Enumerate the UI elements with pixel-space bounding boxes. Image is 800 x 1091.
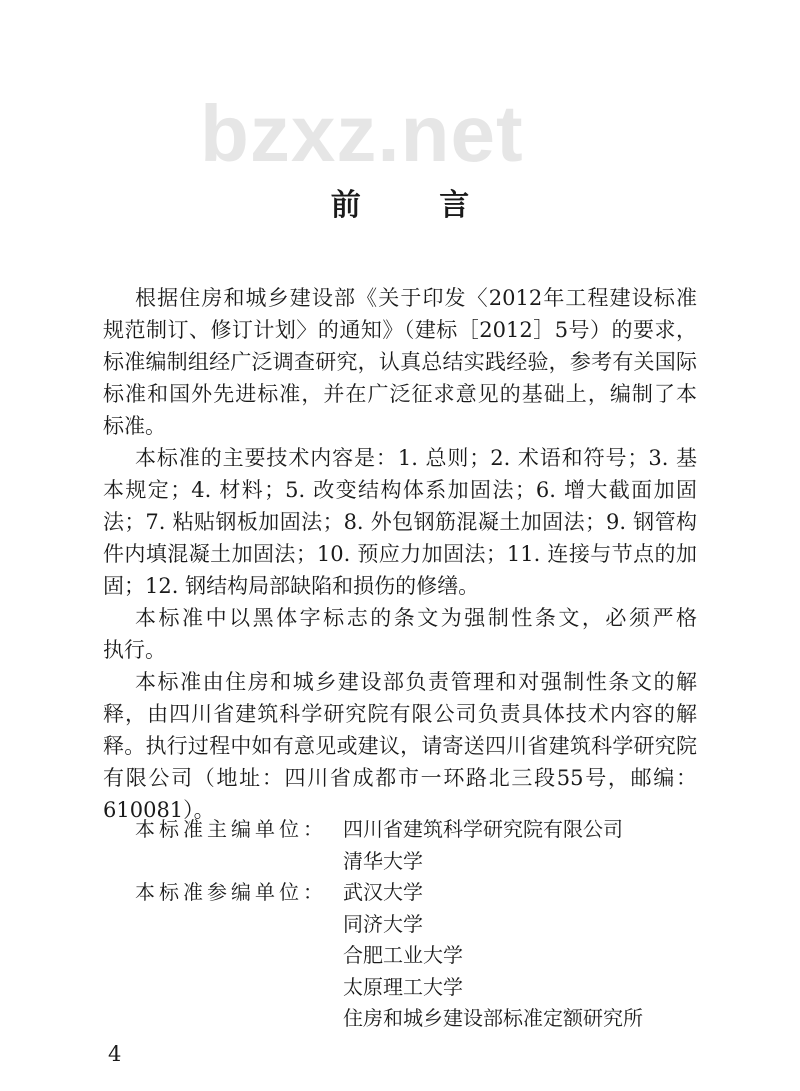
paragraph-line: 本规定；4. 材料；5. 改变结构体系加固法；6. 增大截面加固 bbox=[103, 478, 697, 502]
participating-editor-unit: 武汉大学 bbox=[343, 880, 423, 904]
chief-editor-label: 本标准主编单位： bbox=[135, 817, 327, 841]
paragraph-line: 规范制订、修订计划〉的通知》（建标［2012］5号）的要求， bbox=[103, 318, 697, 342]
preface-body bbox=[103, 282, 697, 826]
participating-editor-unit: 住房和城乡建设部标准定额研究所 bbox=[343, 1006, 643, 1030]
paragraph-line: 本标准由住房和城乡建设部负责管理和对强制性条文的解 bbox=[135, 670, 697, 694]
chief-editor-row bbox=[135, 814, 643, 846]
paragraph-line: 法；7. 粘贴钢板加固法；8. 外包钢筋混凝土加固法；9. 钢管构 bbox=[103, 510, 697, 534]
participating-editor-label: 本标准参编单位： bbox=[135, 880, 327, 904]
participating-editor-row bbox=[135, 940, 643, 972]
participating-editor-unit: 同济大学 bbox=[343, 911, 423, 936]
participating-editor-unit: 太原理工大学 bbox=[343, 974, 463, 999]
paragraph-line: 标准和国外先进标准，并在广泛征求意见的基础上，编制了本 bbox=[103, 382, 697, 406]
participating-editor-row bbox=[135, 1003, 643, 1035]
paragraph-line: 固；12. 钢结构局部缺陷和损伤的修缮。 bbox=[103, 574, 480, 598]
participating-editor-row bbox=[135, 909, 643, 941]
paragraph-line: 标准编制组经广泛调查研究，认真总结实践经验，参考有关国际 bbox=[103, 350, 697, 374]
paragraph-line: 件内填混凝土加固法；10. 预应力加固法；11. 连接与节点的加 bbox=[103, 542, 697, 566]
chief-editor-row bbox=[135, 846, 643, 878]
participating-editor-row bbox=[135, 972, 643, 1004]
paragraph-line: 根据住房和城乡建设部《关于印发〈2012年工程建设标准 bbox=[135, 286, 697, 310]
chief-editor-unit: 四川省建筑科学研究院有限公司 bbox=[343, 817, 623, 841]
editor-units bbox=[135, 814, 643, 1035]
paragraph-line: 有限公司（地址：四川省成都市一环路北三段55号，邮编： bbox=[103, 766, 697, 790]
paragraph-line: 释，由四川省建筑科学研究院有限公司负责具体技术内容的解 bbox=[103, 702, 697, 726]
participating-editor-label bbox=[135, 1003, 343, 1035]
paragraph-line: 本标准的主要技术内容是：1. 总则；2. 术语和符号；3. 基 bbox=[135, 446, 697, 470]
paragraph-line: 执行。 bbox=[103, 638, 166, 662]
participating-editor-unit: 合肥工业大学 bbox=[343, 943, 463, 967]
page-title: 前 言 bbox=[330, 188, 504, 223]
paragraph-line: 标准。 bbox=[103, 414, 166, 438]
participating-editor-row bbox=[135, 877, 643, 909]
participating-editor-label bbox=[135, 940, 343, 972]
chief-editor-unit: 清华大学 bbox=[343, 848, 423, 873]
paragraph-line: 释。执行过程中如有意见或建议，请寄送四川省建筑科学研究院 bbox=[103, 734, 697, 758]
page-number: 4 bbox=[108, 1042, 122, 1066]
paragraph-line: 610081）。 bbox=[103, 798, 215, 822]
watermark: bzxz.net bbox=[200, 89, 524, 178]
chief-editor-label bbox=[135, 846, 343, 878]
paragraph-line: 本标准中以黑体字标志的条文为强制性条文，必须严格 bbox=[135, 606, 697, 630]
participating-editor-label bbox=[135, 909, 343, 941]
participating-editor-label bbox=[135, 972, 343, 1004]
